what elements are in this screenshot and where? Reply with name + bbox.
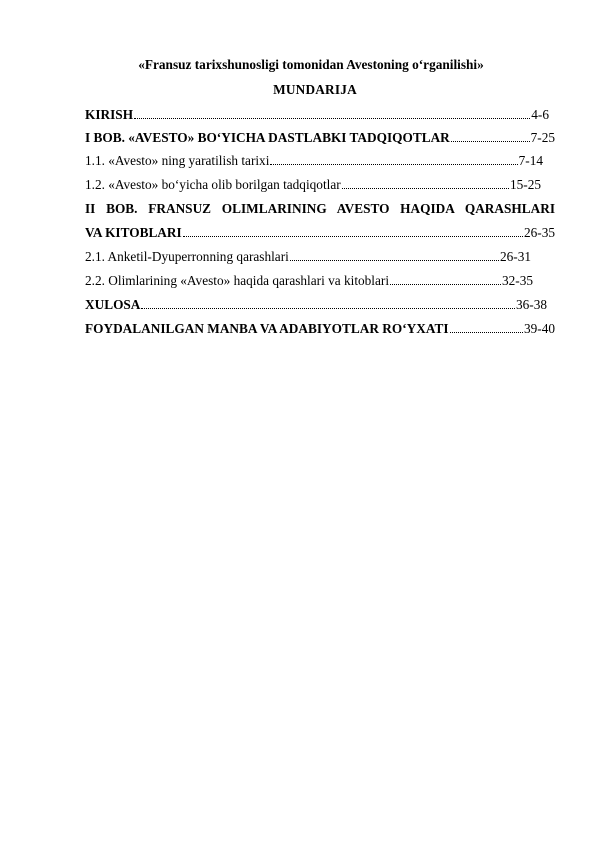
toc-entry-label: 2.1. Anketil-Dyuperronning qarashlari <box>85 249 289 264</box>
dot-leader <box>342 188 509 189</box>
dot-leader <box>134 118 530 119</box>
toc-entry-label: VA KITOBLARI <box>85 225 182 240</box>
toc-entry-xulosa[interactable] <box>85 296 547 313</box>
toc-entry-references[interactable] <box>85 320 555 337</box>
toc-entry-pages: 7-25 <box>530 130 555 145</box>
toc-entry-chapter-2-line1[interactable]: II BOB. FRANSUZ OLIMLARINING AVESTO HAQIDA QARASHLARI <box>85 201 555 216</box>
dot-leader <box>141 308 515 309</box>
dot-leader <box>183 236 523 237</box>
toc-entry-label: XULOSA <box>85 297 141 312</box>
toc-entry-label: KIRISH <box>85 107 134 122</box>
toc-entry-label: I BOB. «AVESTO» BO‘YICHA DASTLABKI TADQIQOTLAR <box>85 130 450 145</box>
dot-leader <box>451 141 530 142</box>
toc-entry-kirish[interactable] <box>85 106 549 123</box>
toc-entry-chapter-1[interactable] <box>85 129 555 146</box>
toc-entry-pages: 4-6 <box>531 107 549 122</box>
toc-entry-pages: 36-38 <box>515 297 547 312</box>
document-title: «Fransuz tarixshunosligi tomonidan Avestoning o‘rganilishi» <box>138 57 484 72</box>
toc-entry-section-1-1[interactable] <box>85 152 543 169</box>
toc-entry-pages: 32-35 <box>501 273 533 288</box>
toc-entry-pages: 15-25 <box>509 177 541 192</box>
toc-entry-section-2-1[interactable] <box>85 248 531 265</box>
toc-entry-label: FOYDALANILGAN MANBA VA ADABIYOTLAR RO‘YXATI <box>85 321 449 336</box>
toc-entry-pages: 39-40 <box>523 321 555 336</box>
toc-entry-label: 1.2. «Avesto» bo‘yicha olib borilgan tadqiqotlar <box>85 177 341 192</box>
toc-entry-label: 1.1. «Avesto» ning yaratilish tarixi <box>85 153 270 168</box>
dot-leader <box>450 332 523 333</box>
toc-entry-label: 2.2. Olimlarining «Avesto» haqida qarashlari va kitoblari <box>85 273 390 288</box>
dot-leader <box>270 164 517 165</box>
dot-leader <box>290 260 499 261</box>
toc-entry-pages: 7-14 <box>518 153 543 168</box>
toc-heading: MUNDARIJA <box>273 82 357 97</box>
toc-entry-section-2-2[interactable] <box>85 272 533 289</box>
toc-entry-pages: 26-35 <box>523 225 555 240</box>
toc-entry-section-1-2[interactable] <box>85 176 541 193</box>
toc-entry-pages: 26-31 <box>499 249 531 264</box>
toc-entry-chapter-2[interactable] <box>85 224 555 241</box>
dot-leader <box>390 284 501 285</box>
